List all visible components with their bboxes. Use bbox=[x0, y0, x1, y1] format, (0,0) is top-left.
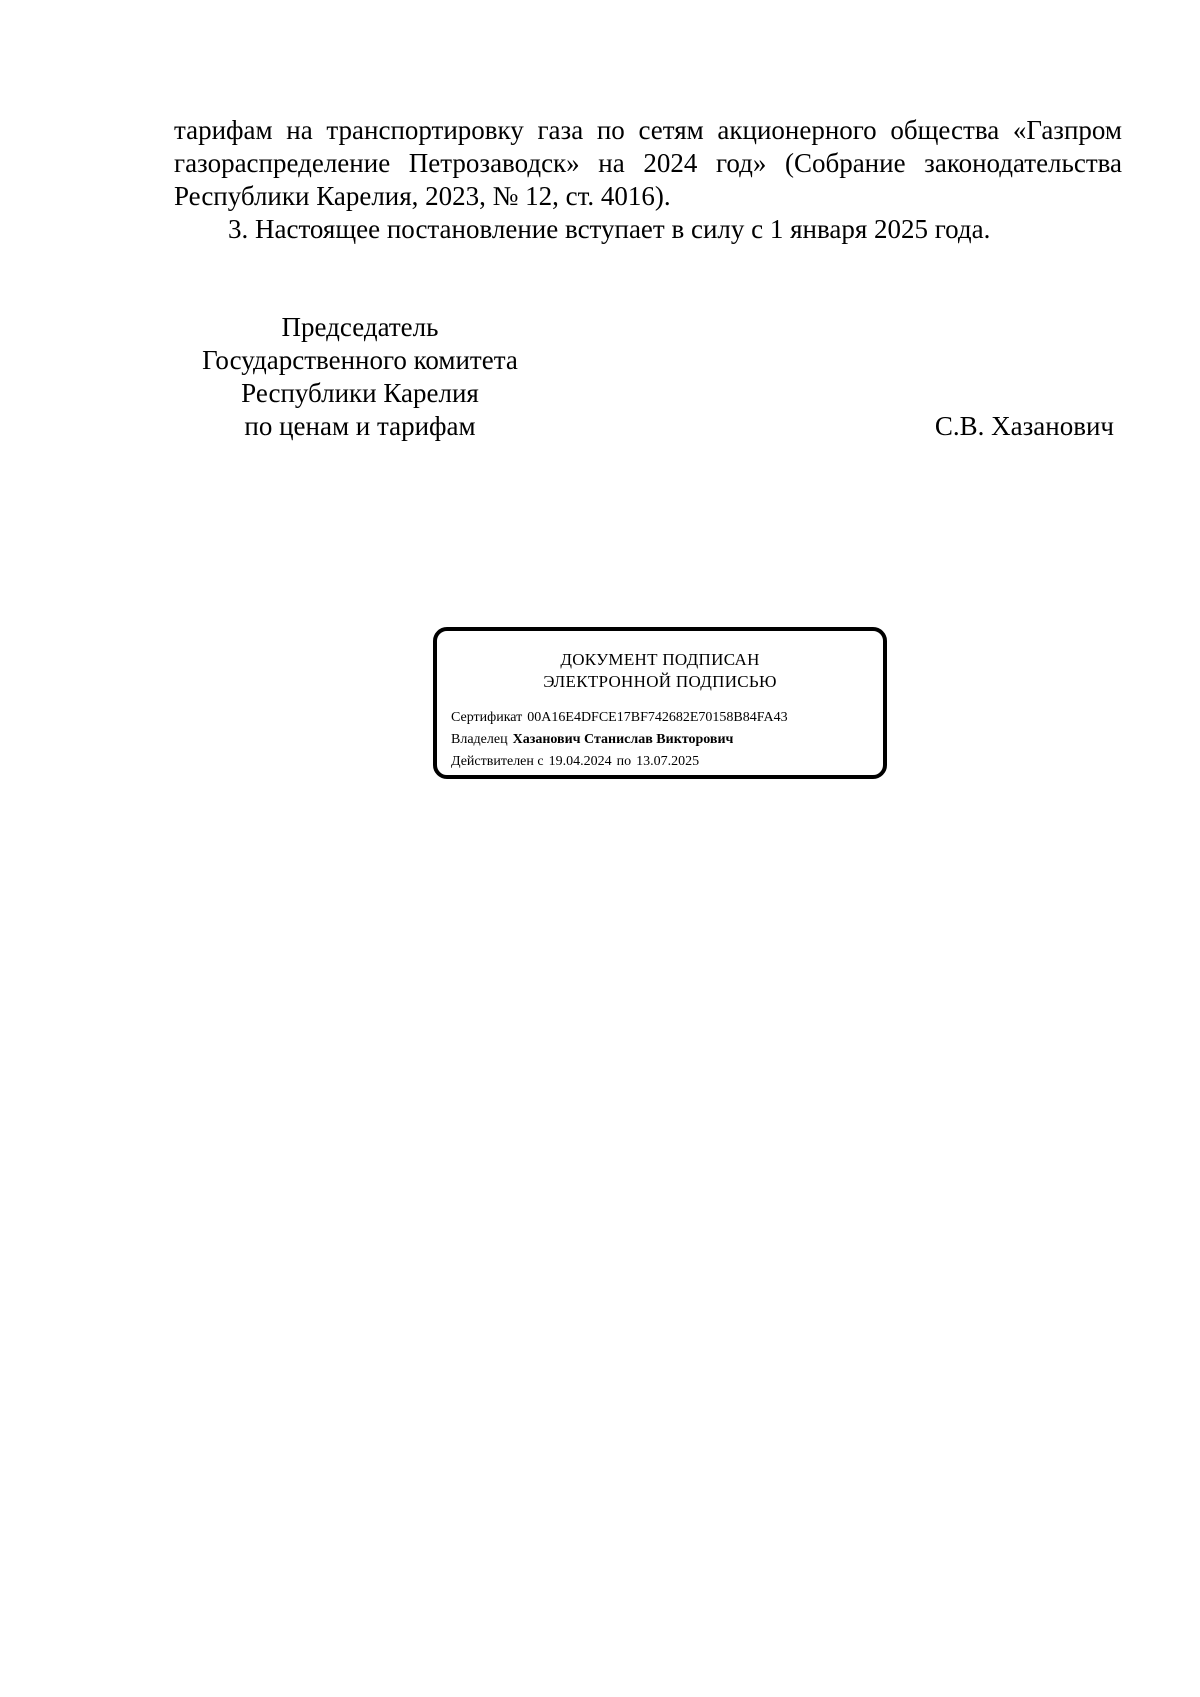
electronic-signature-stamp bbox=[433, 627, 887, 779]
signer-position-line: Республики Карелия bbox=[241, 378, 479, 408]
signer-name: С.В. Хазанович bbox=[934, 411, 1114, 441]
stamp-valid-to-label: по bbox=[616, 754, 632, 769]
stamp-title bbox=[437, 649, 883, 693]
signer-position-line: по ценам и тарифам bbox=[244, 411, 476, 441]
stamp-valid-to-value: 13.07.2025 bbox=[636, 754, 700, 769]
stamp-valid-from-value: 19.04.2024 bbox=[548, 754, 612, 769]
paragraph-effective-date: 3. Настоящее постановление вступает в силу с 1 января 2025 года. bbox=[228, 214, 991, 244]
stamp-title-line: ЭЛЕКТРОННОЙ ПОДПИСЬЮ bbox=[543, 672, 777, 691]
signer-position-line: Председатель bbox=[281, 312, 439, 342]
stamp-certificate-value: 00A16E4DFCE17BF742682E70158B84FA43 bbox=[527, 710, 788, 725]
stamp-title-line: ДОКУМЕНТ ПОДПИСАН bbox=[560, 650, 760, 669]
stamp-owner-label: Владелец bbox=[451, 732, 508, 747]
stamp-owner-value: Хазанович Станислав Викторович bbox=[512, 732, 734, 747]
signer-position bbox=[160, 311, 560, 443]
stamp-details bbox=[451, 707, 873, 773]
stamp-certificate-row bbox=[451, 707, 873, 729]
signer-position-line: Государственного комитета bbox=[202, 345, 518, 375]
paragraph-continuation: тарифам на транспортировку газа по сетям акционерного общества «Газпром газораспределение Петрозаводск» на 2024 год» (Собрание законодательства Республики Карелия, 2023, № 12, ст. 4016). bbox=[174, 115, 1122, 211]
stamp-validity-row bbox=[451, 751, 873, 773]
stamp-valid-from-label: Действителен с bbox=[451, 754, 544, 769]
document-body bbox=[174, 114, 1122, 246]
stamp-certificate-label: Сертификат bbox=[451, 710, 523, 725]
stamp-owner-row bbox=[451, 729, 873, 751]
